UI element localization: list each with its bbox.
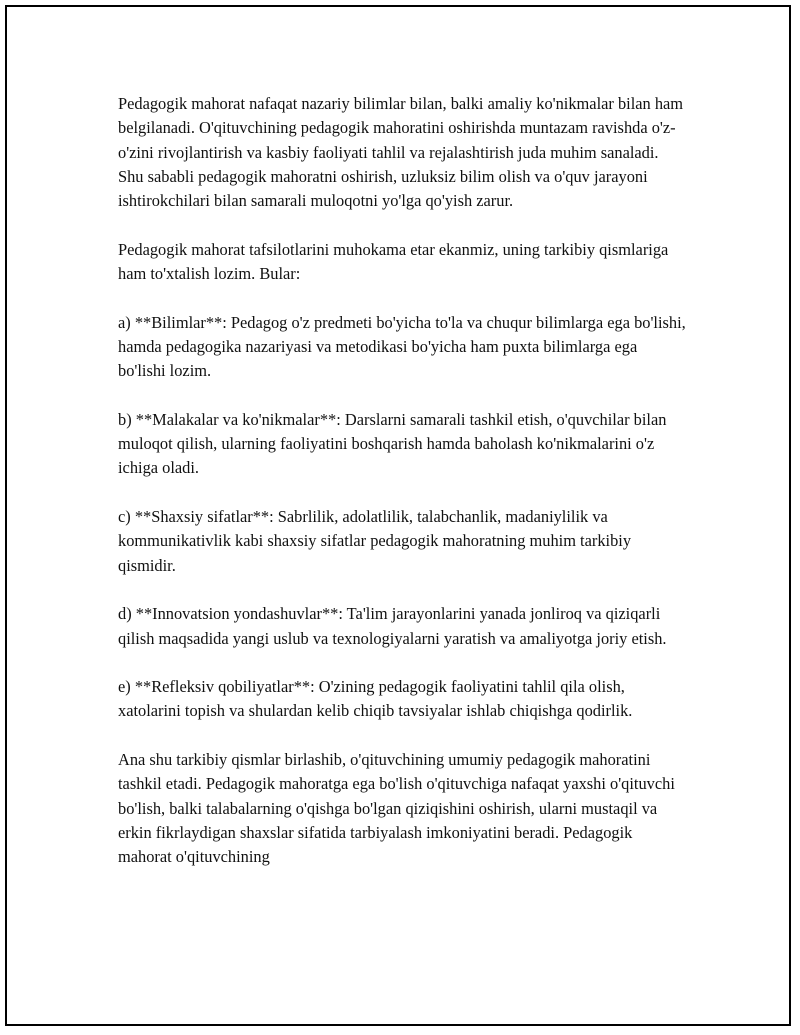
paragraph-components-intro: Pedagogik mahorat tafsilotlarini muhokama etar ekanmiz, uning tarkibiy qismlariga ham to'xtalish lozim. Bular: — [118, 239, 669, 284]
list-item-skills: b) **Malakalar va ko'nikmalar**: Darslarni samarali tashkil etish, o'quvchilar bilan muloqot qilish, ularning faoliyatini boshqarish hamda baholash ko'nikmalarini o'z ichiga oladi. — [118, 409, 667, 478]
paragraph-conclusion: Ana shu tarkibiy qismlar birlashib, o'qituvchining umumiy pedagogik mahoratini tashkil etadi. Pedagogik mahoratga ega bo'lish o'qituvchiga nafaqat yaxshi o'qituvchi bo'lish, balki talabalarning o'qishga bo'lgan qiziqishini oshirish, ularni mustaqil va erkin fikrlaydigan shaxslar sifatida tarbiyalash imkoniyatini beradi. Pedagogik mahorat o'qituvchining — [118, 750, 675, 867]
list-item-innovative-approaches: d) **Innovatsion yondashuvlar**: Ta'lim jarayonlarini yanada jonliroq va qiziqarli qilish maqsadida yangi uslub va texnologiyalarni yaratish va amaliyotga joriy etish. — [118, 604, 667, 648]
list-item-knowledge: a) **Bilimlar**: Pedagog o'z predmeti bo'yicha to'la va chuqur bilimlarga ega bo'lishi, hamda pedagogika nazariyasi va metodikasi bo'yicha ham puxta bilimlarga ega bo'lishi lozim. — [118, 312, 686, 381]
list-item-reflective-abilities: e) **Refleksiv qobiliyatlar**: O'zining pedagogik faoliyatini tahlil qila olish, xatolarini topish va shulardan kelib chiqib tavsiyalar ishlab chiqishga qodirlik. — [118, 677, 633, 721]
list-item-personal-qualities: c) **Shaxsiy sifatlar**: Sabrlilik, adolatlilik, talabchanlik, madaniylilik va kommunikativlik kabi shaxsiy sifatlar pedagogik mahoratning muhim tarkibiy qismidir. — [118, 507, 632, 575]
document-body — [118, 92, 688, 894]
paragraph-intro: Pedagogik mahorat nafaqat nazariy bilimlar bilan, balki amaliy ko'nikmalar bilan ham belgilanadi. O'qituvchining pedagogik mahoratini oshirishda muntazam ravishda o'z-o'zini rivojlantirish va kasbiy faoliyati tahlil va rejalashtirish juda muhim sanaladi. Shu sababli pedagogik mahoratni oshirish, uzluksiz bilim olish va o'quv jarayoni ishtirokchilari bilan samarali muloqotni yo'lga qo'yish zarur. — [118, 94, 684, 211]
